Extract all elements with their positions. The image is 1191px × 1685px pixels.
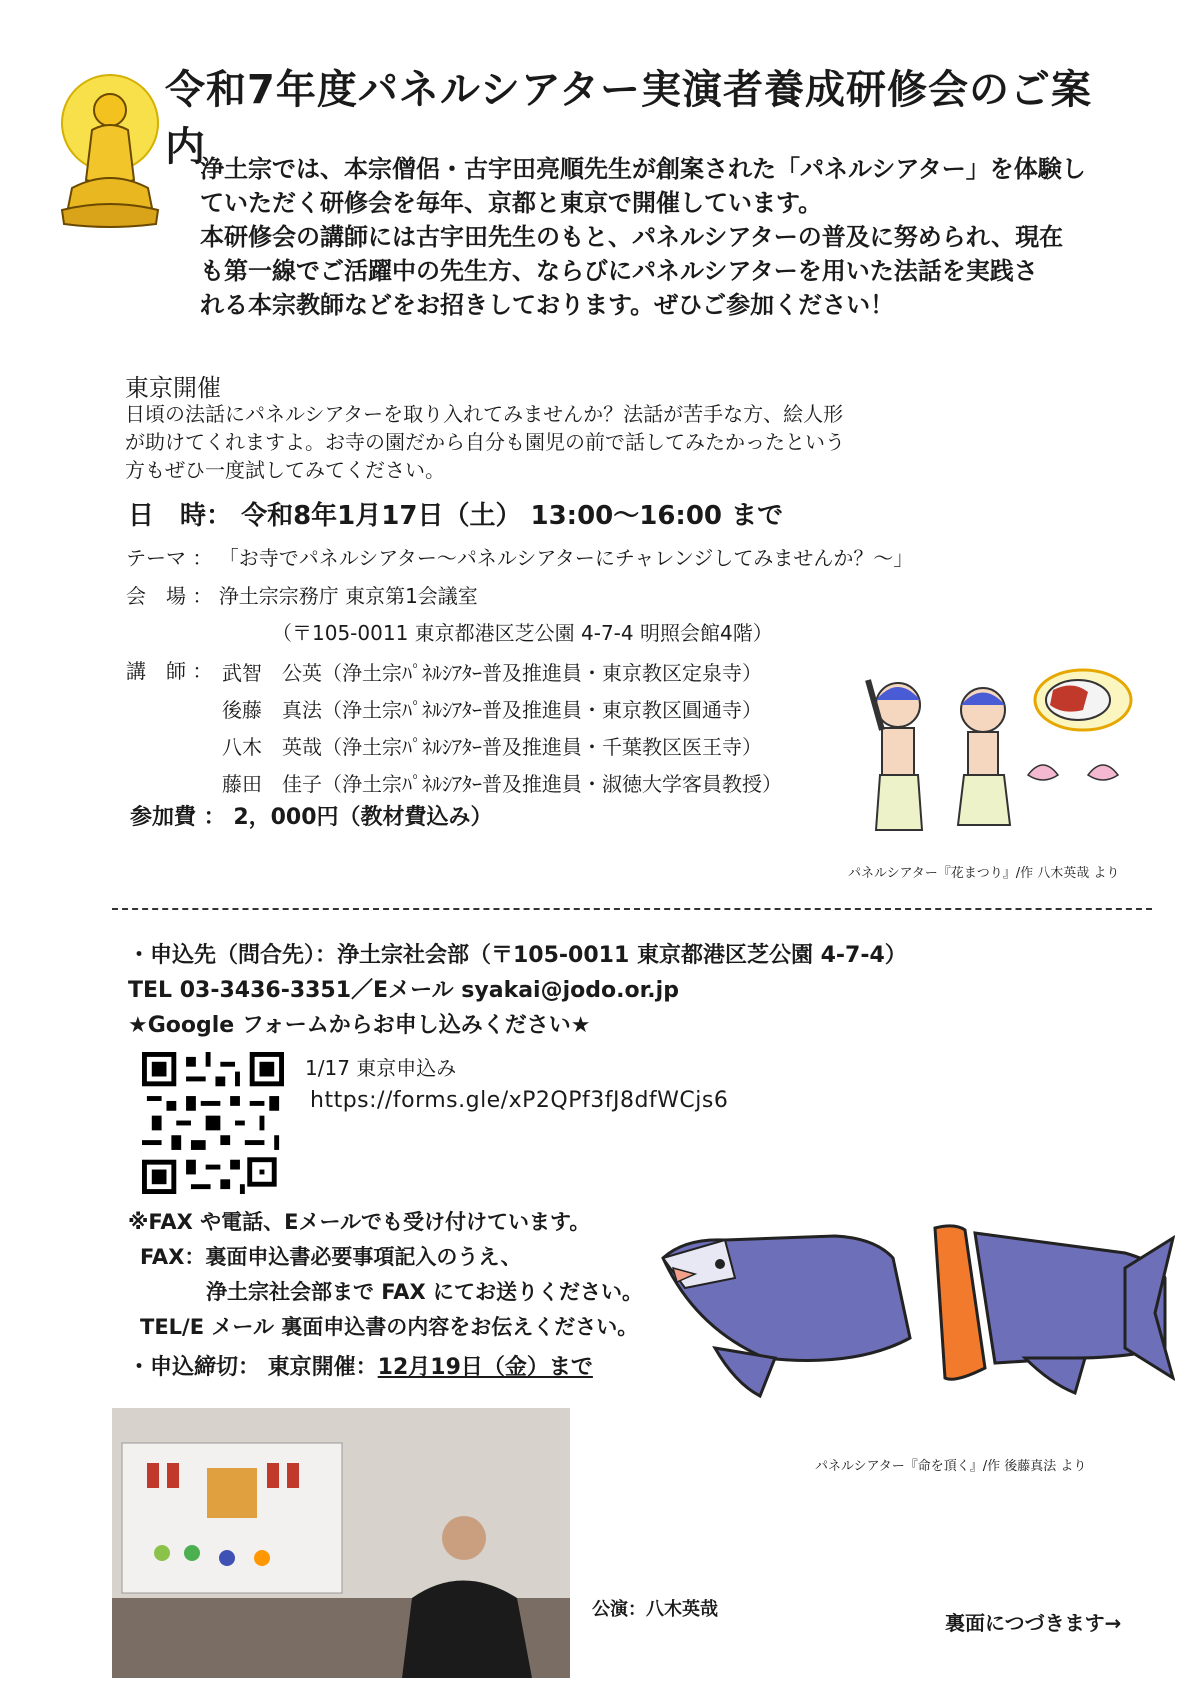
venue-label: 会 場 ： [126,584,213,608]
salmon-illustration [655,1218,1175,1408]
tokyo-desc-line: が助けてくれますよ。お寺の園だから自分も園児の前で話してみたかったという [125,430,845,454]
deadline-date: 12月19日（金）まで [377,1355,593,1380]
buddha-illustration [52,68,172,228]
performer-caption: 公演：八木英哉 [592,1599,718,1620]
apply-google-form: ★Google フォームからお申し込みください★ [128,1013,591,1038]
deadline [128,1350,593,1381]
application-info [128,938,907,1043]
venue-address: （〒105-0011 東京都港区芝公園 4-7-4 明照会館4階） [272,621,773,645]
date-value: 令和8年1月17日（土） 13:00～16:00 まで [241,501,784,531]
theme-label: テーマ ： [126,546,213,570]
performance-photo [112,1408,570,1678]
tokyo-desc-line: 方もぜひ一度試してみてください。 [125,458,445,482]
lecturer-item: 後藤 真法（浄土宗ﾊﾟﾈﾙｼｱﾀｰ普及推進員・東京教区圓通寺） [222,698,762,722]
page-title: 令和7年度パネルシアター実演者養成研修会のご案内 [165,67,1093,170]
venue-value: 浄土宗宗務庁 東京第1会議室 [218,584,478,608]
apply-contact: TEL 03-3436-3351／Eメール syakai@jodo.or.jp [128,978,679,1003]
lecturer-label: 講 師 ： [126,659,213,683]
tokyo-description [125,400,945,484]
intro-text [200,152,1100,322]
date-label: 日 時： [128,501,233,531]
qr-label: 1/17 東京申込み [305,1056,457,1080]
inochi-caption: パネルシアター『命を頂く』/作 後藤真法 より [815,1459,1087,1474]
intro-line: ていただく研修会を毎年、京都と東京で開催しています。 [200,189,823,217]
theme-row [126,542,913,571]
notes-line: 浄土宗社会部まで FAX にてお送りください。 [206,1280,643,1304]
intro-line: 本研修会の講師には古宇田先生のもと、パネルシアターの普及に努められ、現在 [200,223,1064,251]
lecturer-item: 藤田 佳子（浄土宗ﾊﾟﾈﾙｼｱﾀｰ普及推進員・淑徳大学客員教授） [222,772,782,796]
form-url-link[interactable]: https://forms.gle/xP2QPf3fJ8dfWCjs6 [310,1088,729,1113]
theme-value: 「お寺でパネルシアター～パネルシアターにチャレンジしてみませんか？～」 [218,546,914,570]
participation-fee: 参加費 ： 2，000円（教材費込み） [130,805,493,830]
apply-address: ・申込先（問合先）：浄土宗社会部（〒105-0011 東京都港区芝公園 4-7-4） [128,943,907,968]
notes-line: FAX：裏面申込書必要事項記入のうえ、 [140,1245,522,1269]
venue-row [126,580,478,609]
qr-code[interactable] [142,1052,284,1194]
notes-line: ※FAX や電話、Eメールでも受け付けています。 [128,1210,591,1234]
intro-line: れる本宗教師などをお招きしております。ぜひご参加ください！ [200,291,895,319]
section-divider [112,908,1152,910]
intro-line: 浄土宗では、本宗僧侶・古宇田亮順先生が創案された「パネルシアター」を体験し [200,155,1086,183]
lecturer-list [222,655,782,803]
event-date [128,495,783,532]
tokyo-desc-line: 日頃の法話にパネルシアターを取り入れてみませんか？法話が苦手な方、絵人形 [125,402,844,426]
notes-line: TEL/E メール 裏面申込書の内容をお伝えください。 [140,1315,639,1339]
notes [128,1205,643,1345]
lecturer-item: 八木 英哉（浄土宗ﾊﾟﾈﾙｼｱﾀｰ普及推進員・千葉教区医王寺） [222,735,762,759]
tokyo-heading: 東京開催 [125,374,221,402]
hanamatsuri-illustration [838,660,1168,860]
continue-note: 裏面につづきます→ [945,1611,1122,1635]
intro-line: も第一線でご活躍中の先生方、ならびにパネルシアターを用いた法話を実践さ [200,257,1038,285]
hanamatsuri-caption: パネルシアター『花まつり』/作 八木英哉 より [848,866,1120,881]
lecturer-item: 武智 公英（浄土宗ﾊﾟﾈﾙｼｱﾀｰ普及推進員・東京教区定泉寺） [222,661,762,685]
deadline-label: ・申込締切： 東京開催： [128,1355,378,1380]
